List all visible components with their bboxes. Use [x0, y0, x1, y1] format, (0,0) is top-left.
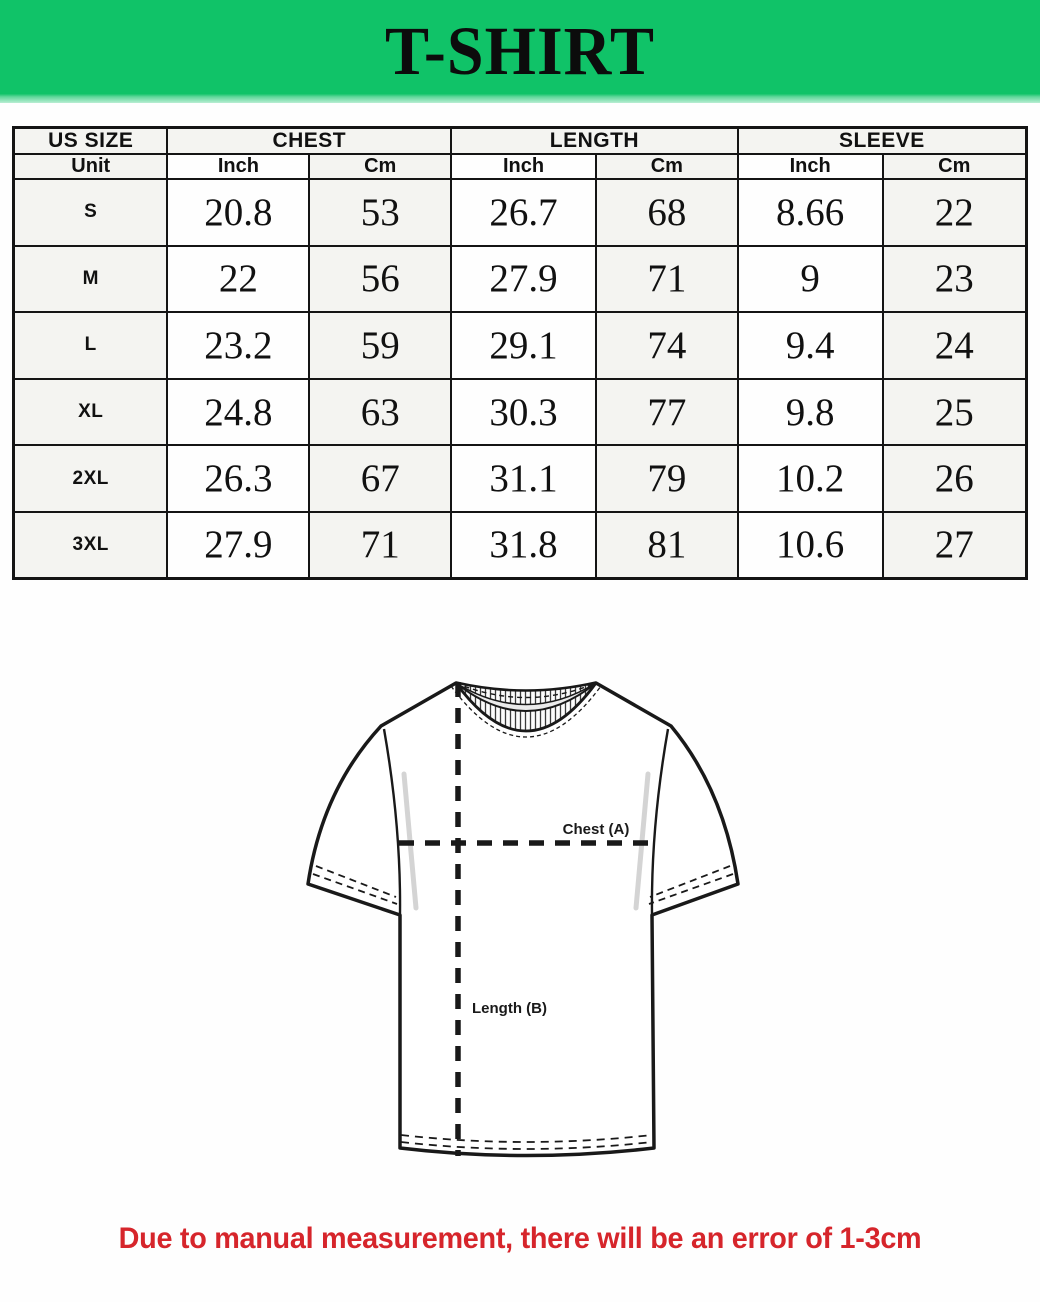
- value-cell: 30.3: [451, 379, 596, 446]
- value-cell: 27.9: [167, 512, 309, 579]
- size-row-label: S: [14, 179, 168, 246]
- tshirt-diagram: [288, 666, 758, 1168]
- value-cell: 22: [883, 179, 1027, 246]
- value-cell: 24: [883, 312, 1027, 379]
- table-row: [14, 179, 1027, 246]
- length-inch-header: Inch: [451, 154, 596, 179]
- value-cell: 29.1: [451, 312, 596, 379]
- table-row: [14, 512, 1027, 579]
- value-cell: 68: [596, 179, 738, 246]
- col-header-sleeve: SLEEVE: [738, 128, 1027, 155]
- value-cell: 9.4: [738, 312, 883, 379]
- col-header-chest: CHEST: [167, 128, 451, 155]
- value-cell: 27.9: [451, 246, 596, 313]
- value-cell: 27: [883, 512, 1027, 579]
- size-row-label: XL: [14, 379, 168, 446]
- size-row-label: 2XL: [14, 445, 168, 512]
- size-row-label: L: [14, 312, 168, 379]
- group-header-row: [14, 128, 1027, 155]
- unit-header: Unit: [14, 154, 168, 179]
- table-row: [14, 445, 1027, 512]
- value-cell: 26.7: [451, 179, 596, 246]
- value-cell: 26: [883, 445, 1027, 512]
- size-table: [12, 126, 1028, 580]
- title-banner: [0, 0, 1040, 103]
- value-cell: 71: [309, 512, 451, 579]
- value-cell: 10.2: [738, 445, 883, 512]
- value-cell: 23: [883, 246, 1027, 313]
- value-cell: 31.8: [451, 512, 596, 579]
- chest-label: Chest (A): [562, 821, 630, 838]
- value-cell: 79: [596, 445, 738, 512]
- chest-inch-header: Inch: [167, 154, 309, 179]
- value-cell: 63: [309, 379, 451, 446]
- table-row: [14, 246, 1027, 313]
- value-cell: 9: [738, 246, 883, 313]
- page-title: T-SHIRT: [384, 13, 656, 89]
- value-cell: 56: [309, 246, 451, 313]
- value-cell: 9.8: [738, 379, 883, 446]
- value-cell: 67: [309, 445, 451, 512]
- length-label: Length (B): [472, 1000, 547, 1017]
- measurement-note: Due to manual measurement, there will be an error of 1-3cm: [118, 1222, 922, 1255]
- size-row-label: M: [14, 246, 168, 313]
- sleeve-cm-header: Cm: [883, 154, 1027, 179]
- value-cell: 59: [309, 312, 451, 379]
- value-cell: 81: [596, 512, 738, 579]
- value-cell: 26.3: [167, 445, 309, 512]
- value-cell: 22: [167, 246, 309, 313]
- table-row: [14, 312, 1027, 379]
- tshirt-outline: [308, 683, 738, 1156]
- table-row: [14, 379, 1027, 446]
- unit-header-row: [14, 154, 1027, 179]
- sleeve-inch-header: Inch: [738, 154, 883, 179]
- value-cell: 71: [596, 246, 738, 313]
- size-table-wrap: [12, 126, 1028, 580]
- value-cell: 20.8: [167, 179, 309, 246]
- col-header-length: LENGTH: [451, 128, 738, 155]
- col-header-us-size: US SIZE: [14, 128, 168, 155]
- value-cell: 23.2: [167, 312, 309, 379]
- length-cm-header: Cm: [596, 154, 738, 179]
- value-cell: 31.1: [451, 445, 596, 512]
- value-cell: 8.66: [738, 179, 883, 246]
- value-cell: 53: [309, 179, 451, 246]
- value-cell: 24.8: [167, 379, 309, 446]
- value-cell: 10.6: [738, 512, 883, 579]
- size-row-label: 3XL: [14, 512, 168, 579]
- value-cell: 77: [596, 379, 738, 446]
- chest-cm-header: Cm: [309, 154, 451, 179]
- value-cell: 74: [596, 312, 738, 379]
- value-cell: 25: [883, 379, 1027, 446]
